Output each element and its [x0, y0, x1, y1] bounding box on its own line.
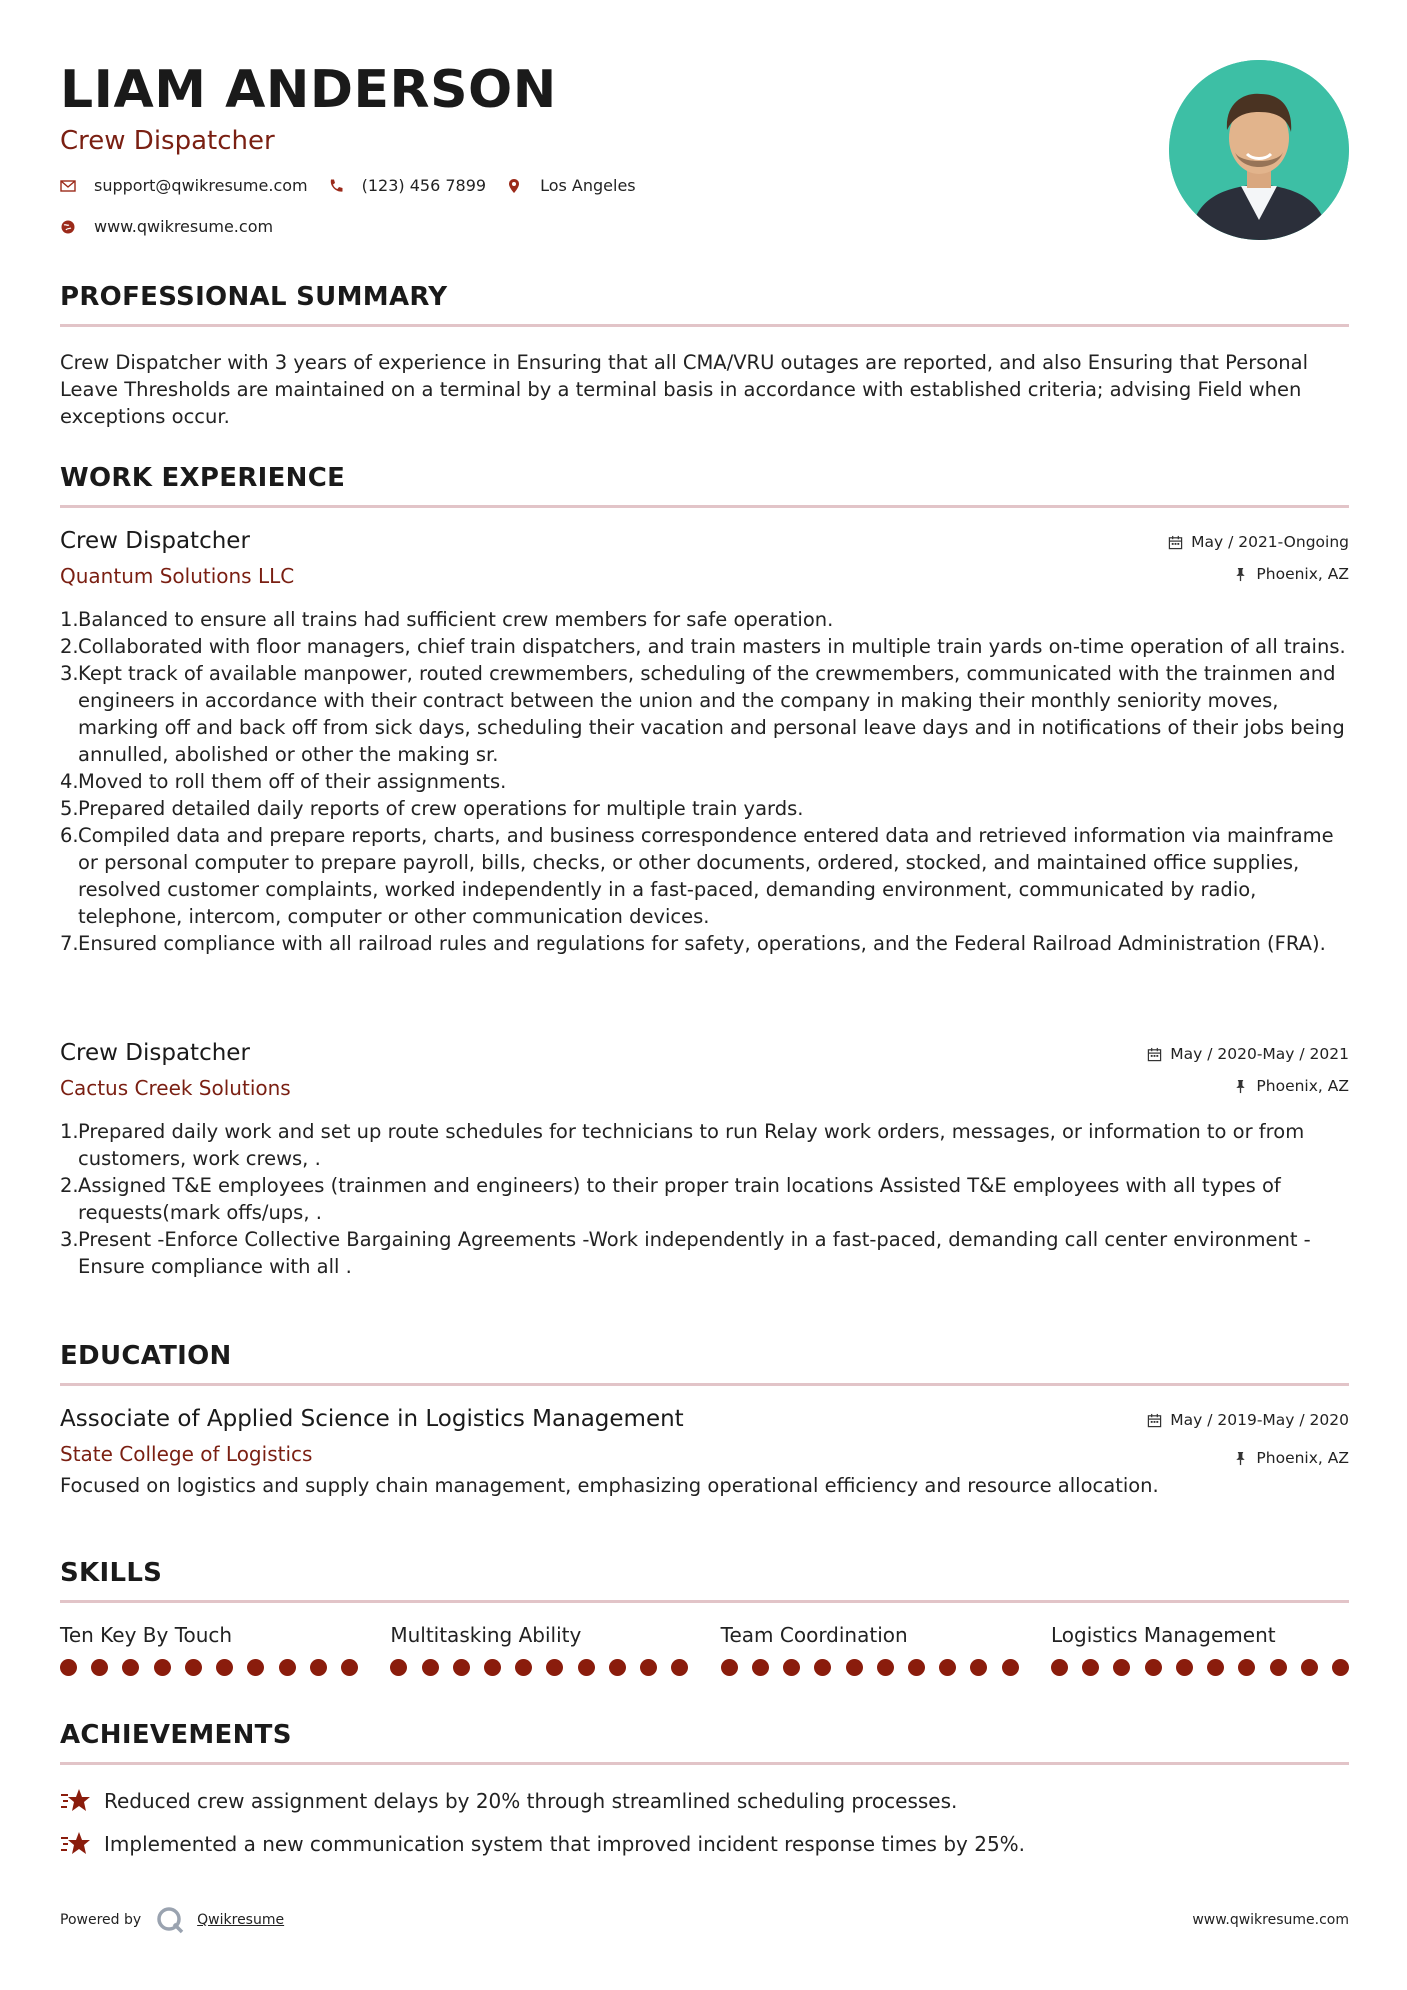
- education-section: [60, 1339, 1349, 1499]
- list-item: 1. Balanced to ensure all trains had sufficient crew members for safe operation.: [60, 608, 834, 631]
- brand-link[interactable]: Qwikresume: [197, 1912, 285, 1928]
- qwikresume-logo-icon: [155, 1905, 185, 1935]
- section-divider: [60, 1383, 1349, 1386]
- pushpin-icon: [1233, 1451, 1248, 1466]
- job-header: [60, 526, 1349, 592]
- skill-rating-dot: [671, 1659, 688, 1676]
- skill-rating-dot: [546, 1659, 563, 1676]
- job-meta: [1168, 532, 1349, 584]
- skill-rating-dot: [1176, 1659, 1193, 1676]
- skill-rating-dot: [1301, 1659, 1318, 1676]
- education-header: [60, 1404, 1349, 1470]
- experience-section: [60, 461, 1349, 957]
- skill-rating-dot: [877, 1659, 894, 1676]
- skills-section: [60, 1556, 1349, 1676]
- envelope-icon: [60, 178, 76, 194]
- achievements-list: [60, 1779, 1349, 1865]
- skill-item: [390, 1621, 688, 1676]
- map-pin-icon: [506, 178, 522, 194]
- skill-rating-dot: [185, 1659, 202, 1676]
- list-item: 4. Moved to roll them off of their assignments.: [60, 770, 507, 793]
- star-badge-icon: [60, 1786, 92, 1816]
- education-dates: [1147, 1410, 1349, 1430]
- skill-rating-dot: [91, 1659, 108, 1676]
- calendar-icon: [1168, 535, 1183, 550]
- job-title: Crew Dispatcher: [60, 1040, 250, 1066]
- education-meta: [1147, 1410, 1349, 1468]
- job-bullets: [60, 1118, 1349, 1280]
- skill-rating-dot: [453, 1659, 470, 1676]
- job-meta: [1147, 1044, 1349, 1096]
- section-divider: [60, 1600, 1349, 1603]
- job-location: [1147, 1076, 1349, 1096]
- job-dates: [1168, 532, 1349, 552]
- achievement-text: Reduced crew assignment delays by 20% through streamlined scheduling processes.: [104, 1788, 958, 1813]
- list-item: 6. Compiled data and prepare reports, charts, and business correspondence entered data and retrieved information via mainframe or personal computer to prepare payroll, bills, checks, or other documents, ordered, stocked, and maintained office supplies, resolved customer complaints, worked independently in a fast-paced, demanding environment, communicated by radio, telephone, intercom, computer or other communication devices.: [60, 824, 1334, 928]
- skill-rating-dot: [154, 1659, 171, 1676]
- skill-rating-dot: [1145, 1659, 1162, 1676]
- skills-list: [60, 1621, 1349, 1676]
- skill-rating-dot: [1002, 1659, 1019, 1676]
- job-company: Cactus Creek Solutions: [60, 1076, 291, 1100]
- avatar: [1169, 60, 1349, 240]
- skill-rating-dot: [640, 1659, 657, 1676]
- skill-rating-dot: [1113, 1659, 1130, 1676]
- education-location-text: Phoenix, AZ: [1256, 1449, 1349, 1467]
- job-location-text: Phoenix, AZ: [1256, 565, 1349, 583]
- education-location: [1147, 1448, 1349, 1468]
- skill-rating-dot: [1082, 1659, 1099, 1676]
- skill-rating-dot: [247, 1659, 264, 1676]
- section-divider: [60, 324, 1349, 327]
- skill-rating-dot: [122, 1659, 139, 1676]
- skill-label: Multitasking Ability: [390, 1623, 582, 1647]
- star-badge-icon: [60, 1829, 92, 1859]
- job-company: Quantum Solutions LLC: [60, 564, 295, 588]
- skill-rating-dot: [279, 1659, 296, 1676]
- contact-phone[interactable]: [328, 176, 486, 195]
- skill-rating: [390, 1659, 688, 1676]
- skill-rating-dot: [60, 1659, 77, 1676]
- skill-rating-dot: [814, 1659, 831, 1676]
- contact-row: [60, 176, 1349, 195]
- skill-rating-dot: [422, 1659, 439, 1676]
- skill-rating-dot: [1238, 1659, 1255, 1676]
- achievement-item: [60, 1779, 1349, 1822]
- job-entry: [60, 526, 1349, 957]
- resume-page: [60, 0, 1349, 1990]
- phone-text: (123) 456 7899: [361, 176, 487, 195]
- achievements-section: [60, 1718, 1349, 1865]
- job-location: [1168, 564, 1349, 584]
- skill-rating-dot: [908, 1659, 925, 1676]
- achievement-text: Implemented a new communication system that improved incident response times by 25%.: [104, 1831, 1026, 1856]
- summary-heading: PROFESSIONAL SUMMARY: [60, 282, 448, 312]
- list-item: 2. Assigned T&E employees (trainmen and engineers) to their proper train locations Assisted T&E employees with all types of requests(mark offs/ups, .: [60, 1174, 1281, 1224]
- avatar-portrait: [1169, 60, 1349, 240]
- contact-row-website: [60, 217, 1349, 236]
- skill-rating-dot: [515, 1659, 532, 1676]
- job-dates-text: May / 2020-May / 2021: [1170, 1045, 1349, 1063]
- calendar-icon: [1147, 1047, 1162, 1062]
- contact-email[interactable]: [60, 176, 308, 195]
- footer-url-link[interactable]: www.qwikresume.com: [1192, 1912, 1349, 1928]
- skill-rating-dot: [783, 1659, 800, 1676]
- globe-icon: [60, 219, 76, 235]
- section-divider: [60, 505, 1349, 508]
- header: [60, 58, 1349, 248]
- job-location-text: Phoenix, AZ: [1256, 1077, 1349, 1095]
- job-title: Crew Dispatcher: [60, 528, 250, 554]
- list-item: 3. Present -Enforce Collective Bargaining Agreements -Work independently in a fast-paced, demanding call center environment -Ensure compliance with all .: [60, 1228, 1311, 1278]
- skills-heading: SKILLS: [60, 1558, 163, 1588]
- email-text: support@qwikresume.com: [94, 176, 308, 195]
- pushpin-icon: [1233, 1079, 1248, 1094]
- contact-location: [506, 176, 636, 195]
- skill-rating-dot: [609, 1659, 626, 1676]
- degree-title: Associate of Applied Science in Logistics Management: [60, 1406, 684, 1432]
- list-item: 1. Prepared daily work and set up route schedules for technicians to run Relay work orders, messages, or information to or from customers, work crews, .: [60, 1120, 1305, 1170]
- experience-heading: WORK EXPERIENCE: [60, 463, 346, 493]
- calendar-icon: [1147, 1413, 1162, 1428]
- job-dates: [1147, 1044, 1349, 1064]
- school-name: State College of Logistics: [60, 1442, 313, 1466]
- skill-item: [1051, 1621, 1349, 1676]
- list-item: 5. Prepared detailed daily reports of crew operations for multiple train yards.: [60, 797, 804, 820]
- list-item: 7. Ensured compliance with all railroad rules and regulations for safety, operations, and the Federal Railroad Administration (FRA).: [60, 932, 1326, 955]
- skill-rating-dot: [721, 1659, 738, 1676]
- section-divider: [60, 1762, 1349, 1765]
- skill-item: [60, 1621, 358, 1676]
- skill-item: [721, 1621, 1019, 1676]
- footer: [60, 1900, 1349, 1940]
- skill-rating-dot: [846, 1659, 863, 1676]
- skill-rating-dot: [752, 1659, 769, 1676]
- candidate-name: LIAM ANDERSON: [60, 60, 557, 120]
- location-text: Los Angeles: [540, 176, 636, 195]
- skill-rating-dot: [484, 1659, 501, 1676]
- list-item: 2. Collaborated with floor managers, chief train dispatchers, and train masters in multiple train yards on-time operation of all trains.: [60, 635, 1346, 658]
- skill-rating-dot: [216, 1659, 233, 1676]
- skill-rating-dot: [341, 1659, 358, 1676]
- skill-rating-dot: [1207, 1659, 1224, 1676]
- powered-by-label: Powered by: [60, 1912, 142, 1928]
- skill-rating: [60, 1659, 358, 1676]
- website-text: www.qwikresume.com: [94, 217, 274, 236]
- achievements-heading: ACHIEVEMENTS: [60, 1720, 292, 1750]
- education-description: Focused on logistics and supply chain management, emphasizing operational efficiency and resource allocation.: [60, 1474, 1159, 1497]
- phone-icon: [328, 178, 344, 194]
- skill-label: Logistics Management: [1050, 1623, 1276, 1647]
- skill-rating-dot: [1270, 1659, 1287, 1676]
- list-item: 3. Kept track of available manpower, routed crewmembers, scheduling of the crewmembers, communicated with the trainmen and engineers in accordance with their contract between the union and the company in making their monthly seniority moves, marking off and back off from sick days, scheduling their vacation and personal leave days and in notifications of their jobs being annulled, abolished or other the making sr.: [60, 662, 1345, 766]
- job-entry: [60, 1038, 1349, 1280]
- skill-label: Team Coordination: [720, 1623, 908, 1647]
- candidate-title: Crew Dispatcher: [60, 126, 275, 156]
- skill-rating-dot: [310, 1659, 327, 1676]
- job-dates-text: May / 2021-Ongoing: [1191, 533, 1349, 551]
- education-dates-text: May / 2019-May / 2020: [1170, 1411, 1349, 1429]
- skill-rating: [721, 1659, 1019, 1676]
- pushpin-icon: [1233, 567, 1248, 582]
- summary-text: Crew Dispatcher with 3 years of experience in Ensuring that all CMA/VRU outages are reported, and also Ensuring that Personal Leave Thresholds are maintained on a terminal by a terminal basis in accordance with established criteria; advising Field when exceptions occur.: [60, 351, 1309, 428]
- achievement-item: [60, 1822, 1349, 1865]
- skill-rating-dot: [1051, 1659, 1068, 1676]
- skill-rating-dot: [939, 1659, 956, 1676]
- summary-section: [60, 280, 1349, 430]
- skill-rating-dot: [970, 1659, 987, 1676]
- skill-rating-dot: [390, 1659, 407, 1676]
- education-heading: EDUCATION: [60, 1341, 232, 1371]
- skill-rating-dot: [578, 1659, 595, 1676]
- job-header: [60, 1038, 1349, 1104]
- contact-website[interactable]: [60, 217, 273, 236]
- skill-label: Ten Key By Touch: [60, 1623, 233, 1647]
- skill-rating-dot: [1332, 1659, 1349, 1676]
- job-bullets: [60, 606, 1349, 957]
- skill-rating: [1051, 1659, 1349, 1676]
